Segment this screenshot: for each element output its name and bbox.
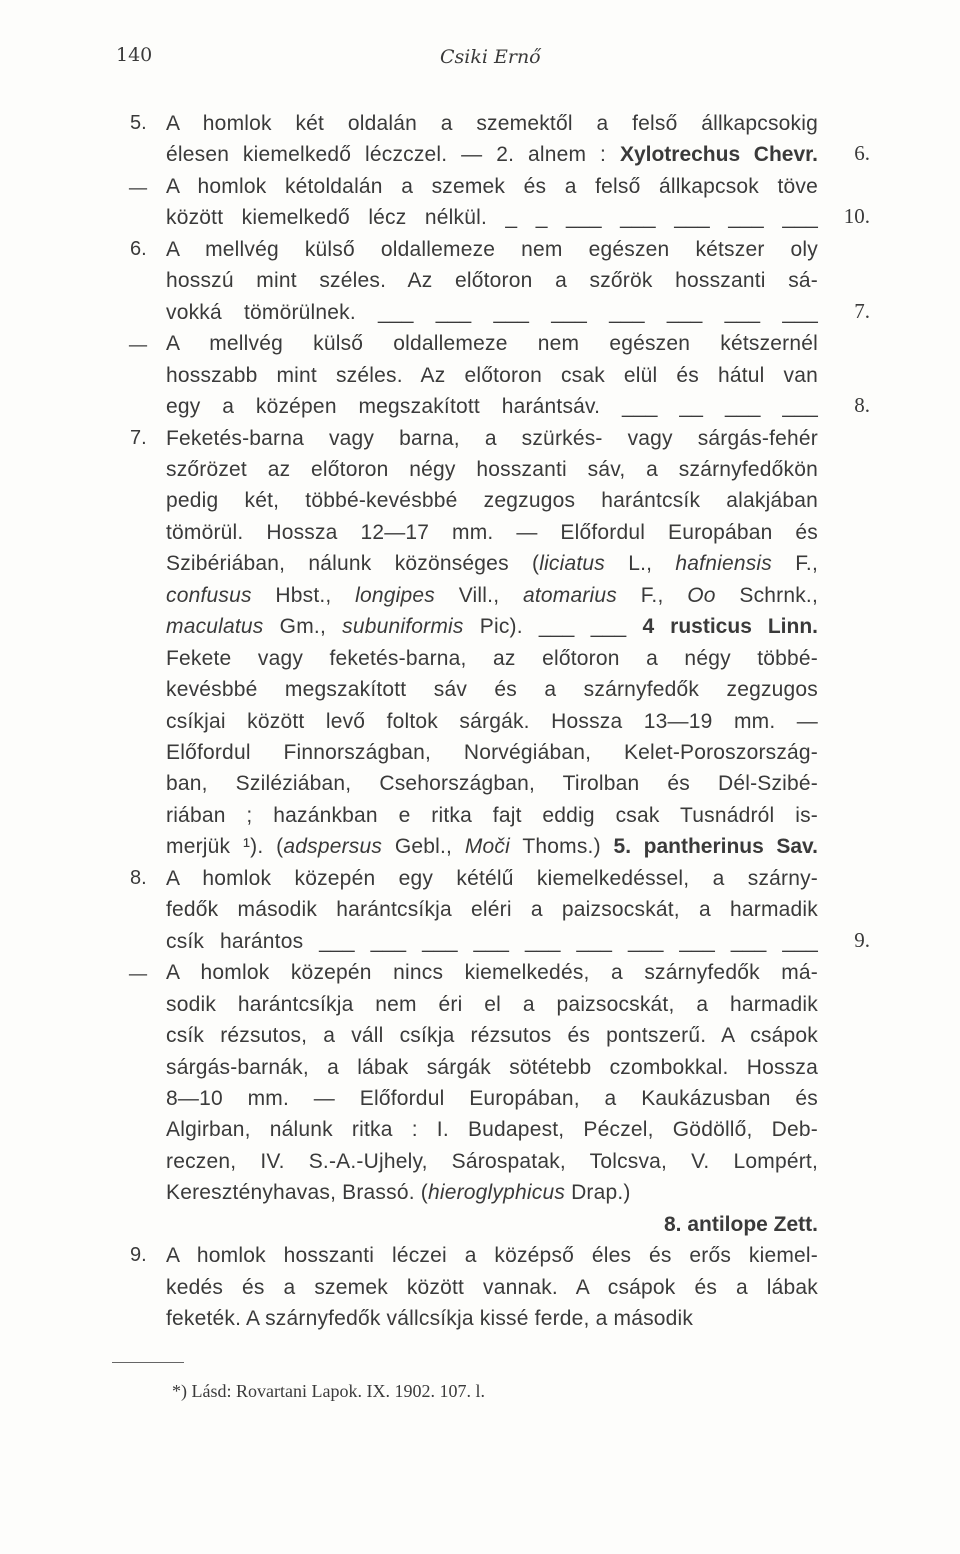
line-text: sodik harántcsíkja nem éri el a paizsocskát, a harmadik [166,993,818,1016]
text-line [166,1274,818,1302]
synonym-name: atomarius [522,584,617,607]
line-text: Schrnk., [715,584,818,607]
text-line [166,1179,818,1207]
text-line [166,393,818,421]
line-text: Pic). ___ ___ [463,615,643,638]
line-text: kevésbbé megszakított sáv és a szárnyfedők zegzugos [166,678,818,701]
couplet-reference: 7. [854,299,870,323]
synonym-name: hafniensis [675,552,772,575]
text-line [166,330,818,358]
text-line [166,141,818,169]
text-line [166,362,818,390]
page-number: 140 [116,44,153,66]
synonym-name: Moči [464,835,510,858]
text-line [166,708,818,736]
line-text: élesen kiemelkedő léczczel. — 2. alnem : [166,143,620,166]
line-text: kedés és a szemek között vannak. A csápok és a lábak [166,1276,818,1299]
text-line [166,1148,818,1176]
line-text: Thoms.) [509,835,614,858]
line-text: A homlok két oldalán a szemektől a felső állkapcsokig [166,112,818,135]
line-text: A homlok kétoldalán a szemek és a felső állkapcsok töve [166,175,818,198]
line-text: hosszabb mint széles. Az előtoron csak elül és hátul van [166,364,818,387]
line-text: 8—10 mm. — Előfordul Europában, a Kaukázusban és [166,1087,818,1110]
couplet-reference: 8. [854,393,870,417]
text-line [166,236,818,264]
key-couplet-marker: — [128,332,148,356]
text-line [166,173,818,201]
line-text: reczen, IV. S.-A.-Ujhely, Sárospatak, Tolcsva, V. Lompért, [166,1150,818,1173]
line-text: riában ; hazánkban e ritka fajt eddig csak Tusnádról is- [166,804,818,827]
line-text: Feketés-barna vagy barna, a szürkés- vagy sárgás-fehér [166,427,818,450]
text-line [166,896,818,924]
text-line [166,299,818,327]
key-couplet-marker: 6. [130,238,147,260]
text-line [166,110,818,138]
text-line [166,1305,818,1333]
key-couplet-marker: — [128,961,148,985]
text-line [166,802,818,830]
line-text: vokká tömörülnek. ___ ___ ___ ___ ___ ___ ___ ___ [166,301,818,324]
line-text: csík harántos ___ ___ ___ ___ ___ ___ ___ ___ ___ ___ [166,930,818,953]
line-text: Hbst., [251,584,356,607]
synonym-name: longipes [355,584,435,607]
running-head: Csiki Ernő [440,46,541,68]
taxon-name: Xylotrechus Chevr. [619,143,818,166]
line-text: pedig két, többé-kevésbbé zegzugos harántcsík alakjában [166,489,818,512]
text-line [166,739,818,767]
key-couplet-marker: 5. [130,112,147,134]
couplet-reference: 10. [843,204,870,228]
line-text: Gm., [263,615,343,638]
text-line [166,1116,818,1144]
line-text: L., [605,552,676,575]
text-line [166,267,818,295]
synonym-name: hieroglyphicus [427,1181,566,1204]
synonym-name: adspersus [283,835,383,858]
line-text: Szibériában, nálunk közönséges ( [166,552,540,575]
text-line [166,456,818,484]
line-text: tömörül. Hossza 12—17 mm. — Előfordul Europában és [166,521,818,544]
taxon-name: 8. antilope Zett. [663,1213,818,1236]
line-text: között kiemelkedő lécz nélkül. _ _ ___ ___ ___ ___ ___ [166,206,818,229]
text-line [166,1242,818,1270]
text-line [166,519,818,547]
synonym-name: liciatus [539,552,605,575]
text-line [166,928,818,956]
line-text: Keresztényhavas, Brassó. ( [166,1181,428,1204]
key-couplet-marker: 7. [130,427,147,449]
line-text: csíkjai között levő foltok sárgák. Hossza 13—19 mm. — [166,710,818,733]
line-text: A homlok közepén egy kétélű kiemelkedéssel, a szárny- [166,867,818,890]
line-text: egy a középen megszakított harántsáv. ___ __ ___ ___ [166,395,818,418]
text-line [166,550,818,578]
synonym-name: Oo [687,584,716,607]
page-header [0,44,960,74]
line-text: A mellvég külső oldallemeze nem egészen kétszer oly [166,238,818,261]
line-text: csík rézsutos, a váll csíkja rézsutos és pontszerű. A csápok [166,1024,818,1047]
line-text: A homlok közepén nincs kiemelkedés, a szárnyfedők má- [166,961,818,984]
taxon-name: 5. pantherinus Sav. [613,835,818,858]
footnote-divider [112,1362,184,1363]
text-line [166,1085,818,1113]
line-text: fedők második harántcsíkja eléri a paizsocskát, a harmadik [166,898,818,921]
taxon-name: 4 rusticus Linn. [642,615,818,638]
text-line [166,1022,818,1050]
key-couplet-marker: 8. [130,867,147,889]
footnote: *) Lásd: Rovartani Lapok. IX. 1902. 107. l. [172,1381,485,1401]
line-text: Fekete vagy feketés-barna, az előtoron a négy többé- [166,647,818,670]
line-text: merjük ¹). ( [166,835,284,858]
text-line [166,865,818,893]
couplet-reference: 9. [854,928,870,952]
text-line [166,487,818,515]
text-line [166,770,818,798]
line-text: A mellvég külső oldallemeze nem egészen kétszernél [166,332,818,355]
text-line [166,613,818,641]
text-line [166,833,818,861]
text-line [166,676,818,704]
key-couplet-marker: — [128,175,148,199]
text-line [166,645,818,673]
line-text: Gebl., [382,835,465,858]
text-line [166,582,818,610]
line-text: hosszú mint széles. Az előtoron a szőrök hosszanti sá- [166,269,818,292]
text-line [166,204,818,232]
line-text: Vill., [435,584,523,607]
text-line [166,1211,818,1239]
synonym-name: maculatus [166,615,264,638]
line-text: sárgás-barnák, a lábak sárgák sötétebb czombokkal. Hossza [166,1056,818,1079]
text-line [166,1054,818,1082]
synonym-name: confusus [166,584,252,607]
line-text: F., [771,552,818,575]
text-line [166,991,818,1019]
text-line [166,425,818,453]
key-couplet-marker: 9. [130,1244,147,1266]
line-text: ban, Sziléziában, Csehországban, Tirolban és Dél-Szibé- [166,772,818,795]
line-text: Algirban, nálunk ritka : I. Budapest, Péczel, Gödöllő, Deb- [166,1118,818,1141]
line-text: Drap.) [565,1181,631,1204]
line-text: F., [616,584,688,607]
text-line [166,959,818,987]
line-text: szőrözet az előtoron négy hosszanti sáv, a szárnyfedőkön [166,458,818,481]
couplet-reference: 6. [854,141,870,165]
synonym-name: subuniformis [342,615,464,638]
line-text: Előfordul Finnországban, Norvégiában, Kelet-Poroszország- [166,741,818,764]
line-text: A homlok hosszanti léczei a középső éles és erős kiemel- [166,1244,818,1267]
line-text: feketék. A szárnyfedők vállcsíkja kissé ferde, a második [166,1307,694,1330]
